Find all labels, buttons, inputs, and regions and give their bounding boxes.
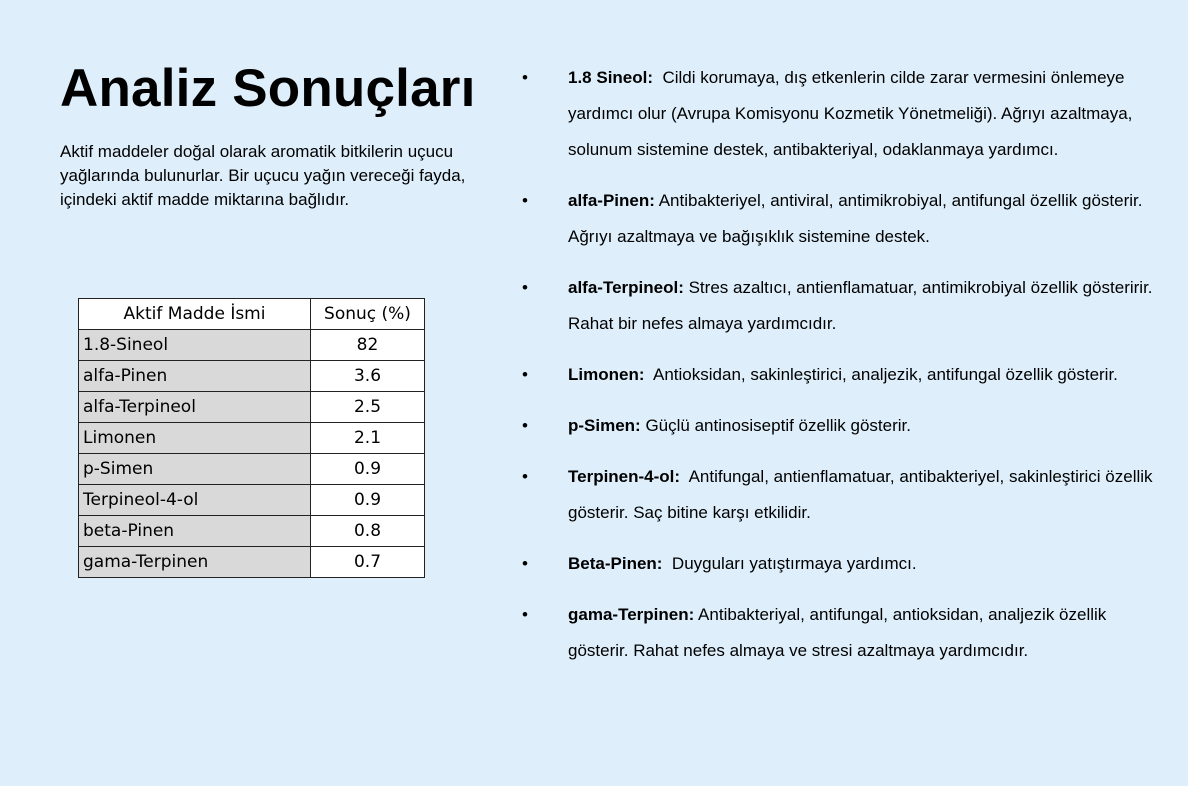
bullet-term: Beta-Pinen:: [568, 554, 663, 573]
substance-name-cell: Limonen: [79, 423, 311, 454]
bullet-text: Cildi korumaya, dış etkenlerin cilde zarar vermesini önlemeye yardımcı olur (Avrupa Komisyonu Kozmetik Yönetmeliği). Ağrıyı azaltmaya, solunum sistemine destek, antibakteriyal, odaklanmaya yardımcı.: [568, 68, 1138, 159]
bullet-term: alfa-Terpineol:: [568, 278, 684, 297]
table-row: [79, 516, 425, 547]
page-title: Analiz Sonuçları: [60, 59, 476, 118]
list-item: [522, 270, 1162, 342]
bullet-icon: •: [522, 554, 528, 573]
list-item: [522, 597, 1162, 669]
bullet-text: Antibakteriyal, antifungal, antioksidan, analjezik özellik gösterir. Rahat nefes almaya ve stresi azaltmaya yardımcıdır.: [568, 605, 1112, 660]
result-value-cell: 82: [311, 330, 425, 361]
bullet-text: Antioksidan, sakinleştirici, analjezik, antifungal özellik gösterir.: [644, 365, 1118, 384]
substance-name-cell: p-Simen: [79, 454, 311, 485]
bullet-term: alfa-Pinen:: [568, 191, 655, 210]
bullet-term: gama-Terpinen:: [568, 605, 695, 624]
list-item: [522, 183, 1162, 255]
bullet-icon: •: [522, 416, 528, 435]
bullet-text: Antifungal, antienflamatuar, antibakteriyel, sakinleştirici özellik gösterir. Saç bitine karşı etkilidir.: [568, 467, 1158, 522]
list-item: [522, 546, 1162, 582]
list-item: [522, 60, 1162, 168]
result-value-cell: 0.9: [311, 454, 425, 485]
result-value-cell: 2.1: [311, 423, 425, 454]
substance-name-cell: 1.8-Sineol: [79, 330, 311, 361]
bullet-icon: •: [522, 68, 528, 87]
bullet-icon: •: [522, 467, 528, 486]
bullet-text: Güçlü antinosiseptif özellik gösterir.: [640, 416, 911, 435]
bullet-text: Duyguları yatıştırmaya yardımcı.: [662, 554, 917, 573]
bullet-term: p-Simen:: [568, 416, 641, 435]
substance-name-cell: alfa-Pinen: [79, 361, 311, 392]
table-row: [79, 485, 425, 516]
table-row: [79, 361, 425, 392]
bullet-text: Stres azaltıcı, antienflamatuar, antimikrobiyal özellik gösteririr. Rahat bir nefes almaya yardımcıdır.: [568, 278, 1158, 333]
bullet-icon: •: [522, 365, 528, 384]
bullet-icon: •: [522, 191, 528, 210]
result-value-cell: 0.7: [311, 547, 425, 578]
substance-name-cell: gama-Terpinen: [79, 547, 311, 578]
list-item: [522, 408, 1162, 444]
table-row: [79, 547, 425, 578]
header-result-percent: Sonuç (%): [311, 299, 425, 330]
bullet-icon: •: [522, 278, 528, 297]
bullet-text: Antibakteriyel, antiviral, antimikrobiyal, antifungal özellik gösterir. Ağrıyı azaltmaya ve bağışıklık sistemine destek.: [568, 191, 1147, 246]
bullet-term: Limonen:: [568, 365, 645, 384]
table-row: [79, 454, 425, 485]
substance-name-cell: Terpineol-4-ol: [79, 485, 311, 516]
bullet-term: Terpinen-4-ol:: [568, 467, 681, 486]
table-header-row: [79, 299, 425, 330]
benefits-list: [522, 60, 1162, 684]
result-value-cell: 3.6: [311, 361, 425, 392]
table-row: [79, 423, 425, 454]
list-item: [522, 459, 1162, 531]
table-row: [79, 392, 425, 423]
result-value-cell: 0.8: [311, 516, 425, 547]
bullet-icon: •: [522, 605, 528, 624]
intro-paragraph: Aktif maddeler doğal olarak aromatik bitkilerin uçucu yağlarında bulunurlar. Bir uçucu yağın vereceği fayda, içindeki aktif madde miktarına bağlıdır.: [60, 142, 466, 209]
bullet-term: 1.8 Sineol:: [568, 68, 654, 87]
results-table: [78, 298, 425, 578]
list-item: [522, 357, 1162, 393]
header-substance-name: Aktif Madde İsmi: [79, 299, 311, 330]
table-row: [79, 330, 425, 361]
result-value-cell: 0.9: [311, 485, 425, 516]
substance-name-cell: alfa-Terpineol: [79, 392, 311, 423]
result-value-cell: 2.5: [311, 392, 425, 423]
substance-name-cell: beta-Pinen: [79, 516, 311, 547]
